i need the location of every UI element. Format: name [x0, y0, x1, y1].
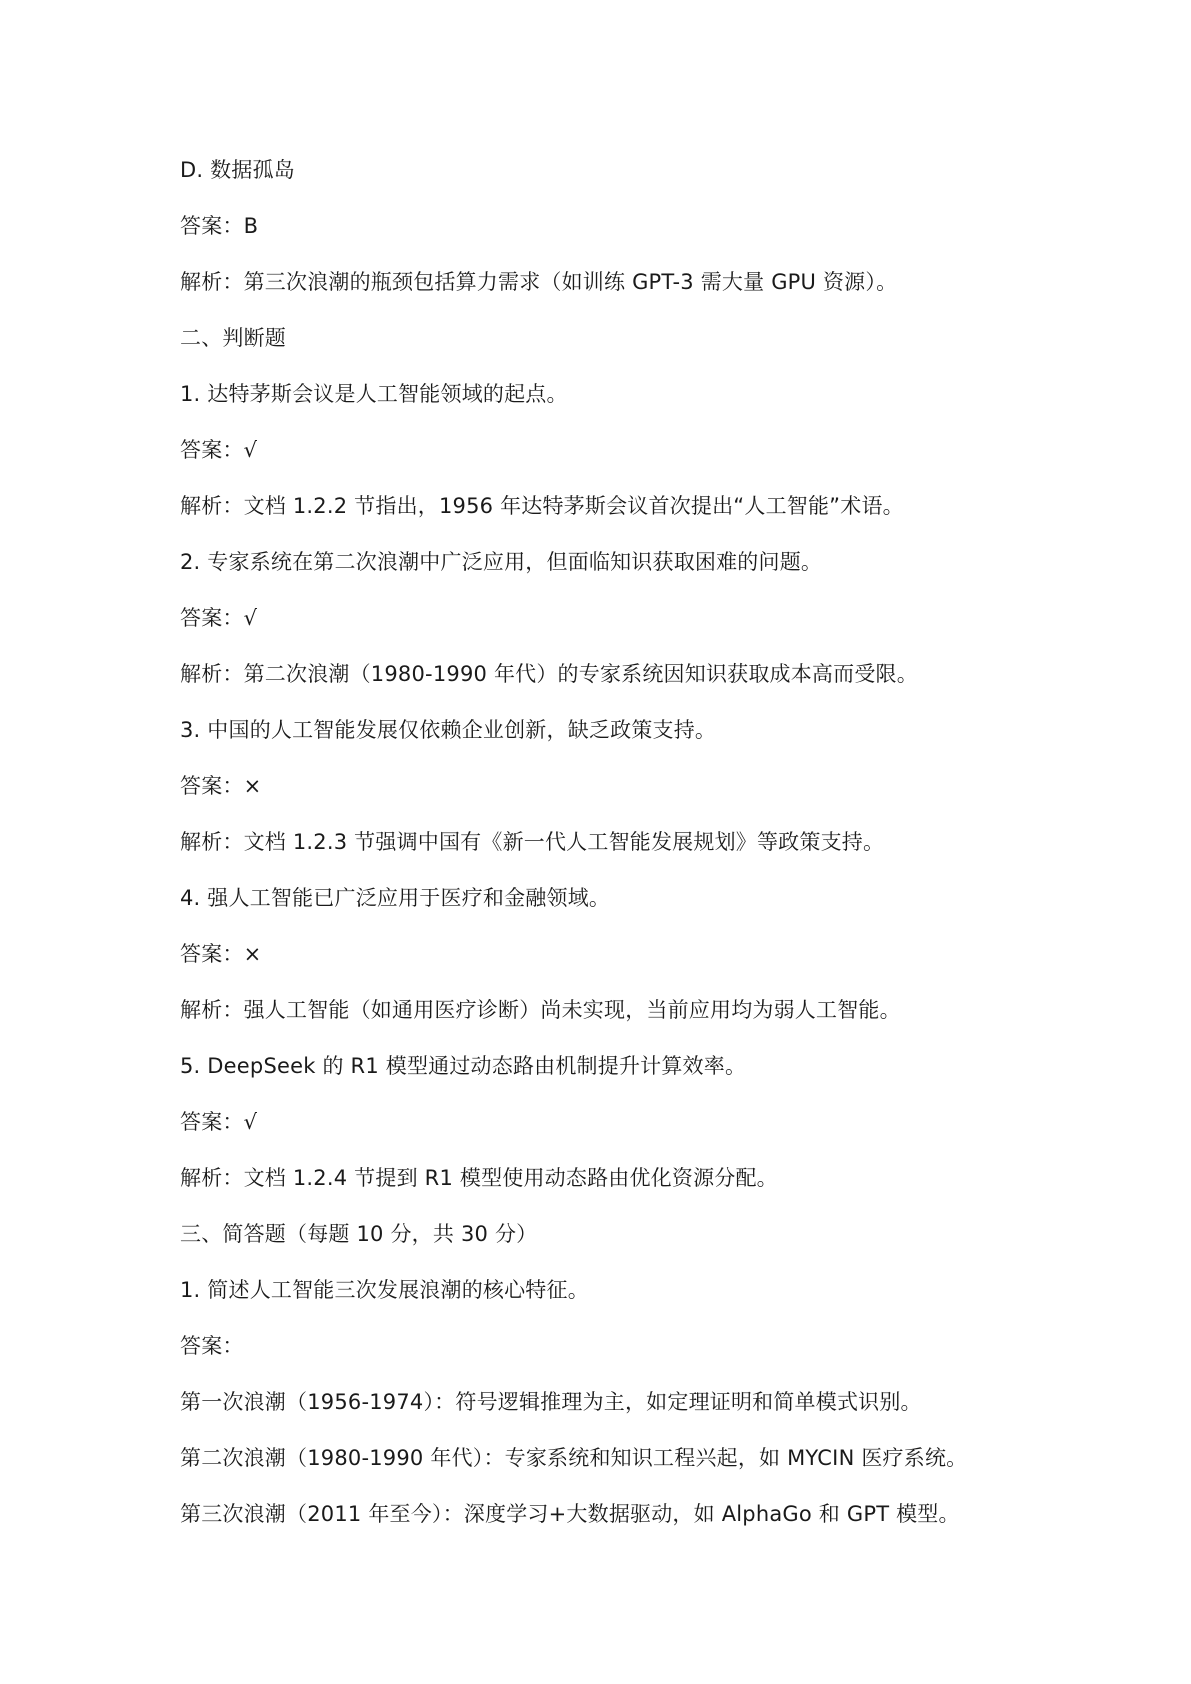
- explanation-line: 解析：强人工智能（如通用医疗诊断）尚未实现，当前应用均为弱人工智能。: [180, 998, 901, 1022]
- question-1: 1. 达特茅斯会议是人工智能领域的起点。: [180, 382, 568, 406]
- explanation-line: 解析：文档 1.2.4 节提到 R1 模型使用动态路由优化资源分配。: [180, 1166, 778, 1190]
- answer-label: 答案：: [180, 1334, 244, 1358]
- answer-line: 答案：√: [180, 438, 258, 462]
- answer-line: 答案：√: [180, 1110, 258, 1134]
- answer-point-first-wave: 第一次浪潮（1956-1974）：符号逻辑推理为主，如定理证明和简单模式识别。: [180, 1390, 922, 1414]
- section-heading-true-false: 二、判断题: [180, 326, 286, 350]
- question-2: 2. 专家系统在第二次浪潮中广泛应用，但面临知识获取困难的问题。: [180, 550, 823, 574]
- question-4: 4. 强人工智能已广泛应用于医疗和金融领域。: [180, 886, 611, 910]
- answer-line: 答案：√: [180, 606, 258, 630]
- question-5: 5. DeepSeek 的 R1 模型通过动态路由机制提升计算效率。: [180, 1054, 747, 1078]
- option-d: D. 数据孤岛: [180, 158, 295, 182]
- answer-line: 答案：B: [180, 214, 259, 238]
- answer-point-second-wave: 第二次浪潮（1980-1990 年代）：专家系统和知识工程兴起，如 MYCIN 医疗系统。: [180, 1446, 968, 1470]
- answer-line: 答案：×: [180, 774, 262, 798]
- section-heading-short-answer: 三、简答题（每题 10 分，共 30 分）: [180, 1222, 538, 1246]
- answer-line: 答案：×: [180, 942, 262, 966]
- explanation-line: 解析：文档 1.2.3 节强调中国有《新一代人工智能发展规划》等政策支持。: [180, 830, 885, 854]
- explanation-line: 解析：第二次浪潮（1980-1990 年代）的专家系统因知识获取成本高而受限。: [180, 662, 918, 686]
- short-answer-question-1: 1. 简述人工智能三次发展浪潮的核心特征。: [180, 1278, 589, 1302]
- explanation-line: 解析：文档 1.2.2 节指出，1956 年达特茅斯会议首次提出“人工智能”术语。: [180, 494, 904, 518]
- document-body: [180, 150, 1080, 1550]
- explanation-line: 解析：第三次浪潮的瓶颈包括算力需求（如训练 GPT-3 需大量 GPU 资源）。: [180, 270, 898, 294]
- answer-point-third-wave: 第三次浪潮（2011 年至今）：深度学习+大数据驱动，如 AlphaGo 和 GPT 模型。: [180, 1502, 960, 1526]
- question-3: 3. 中国的人工智能发展仅依赖企业创新，缺乏政策支持。: [180, 718, 717, 742]
